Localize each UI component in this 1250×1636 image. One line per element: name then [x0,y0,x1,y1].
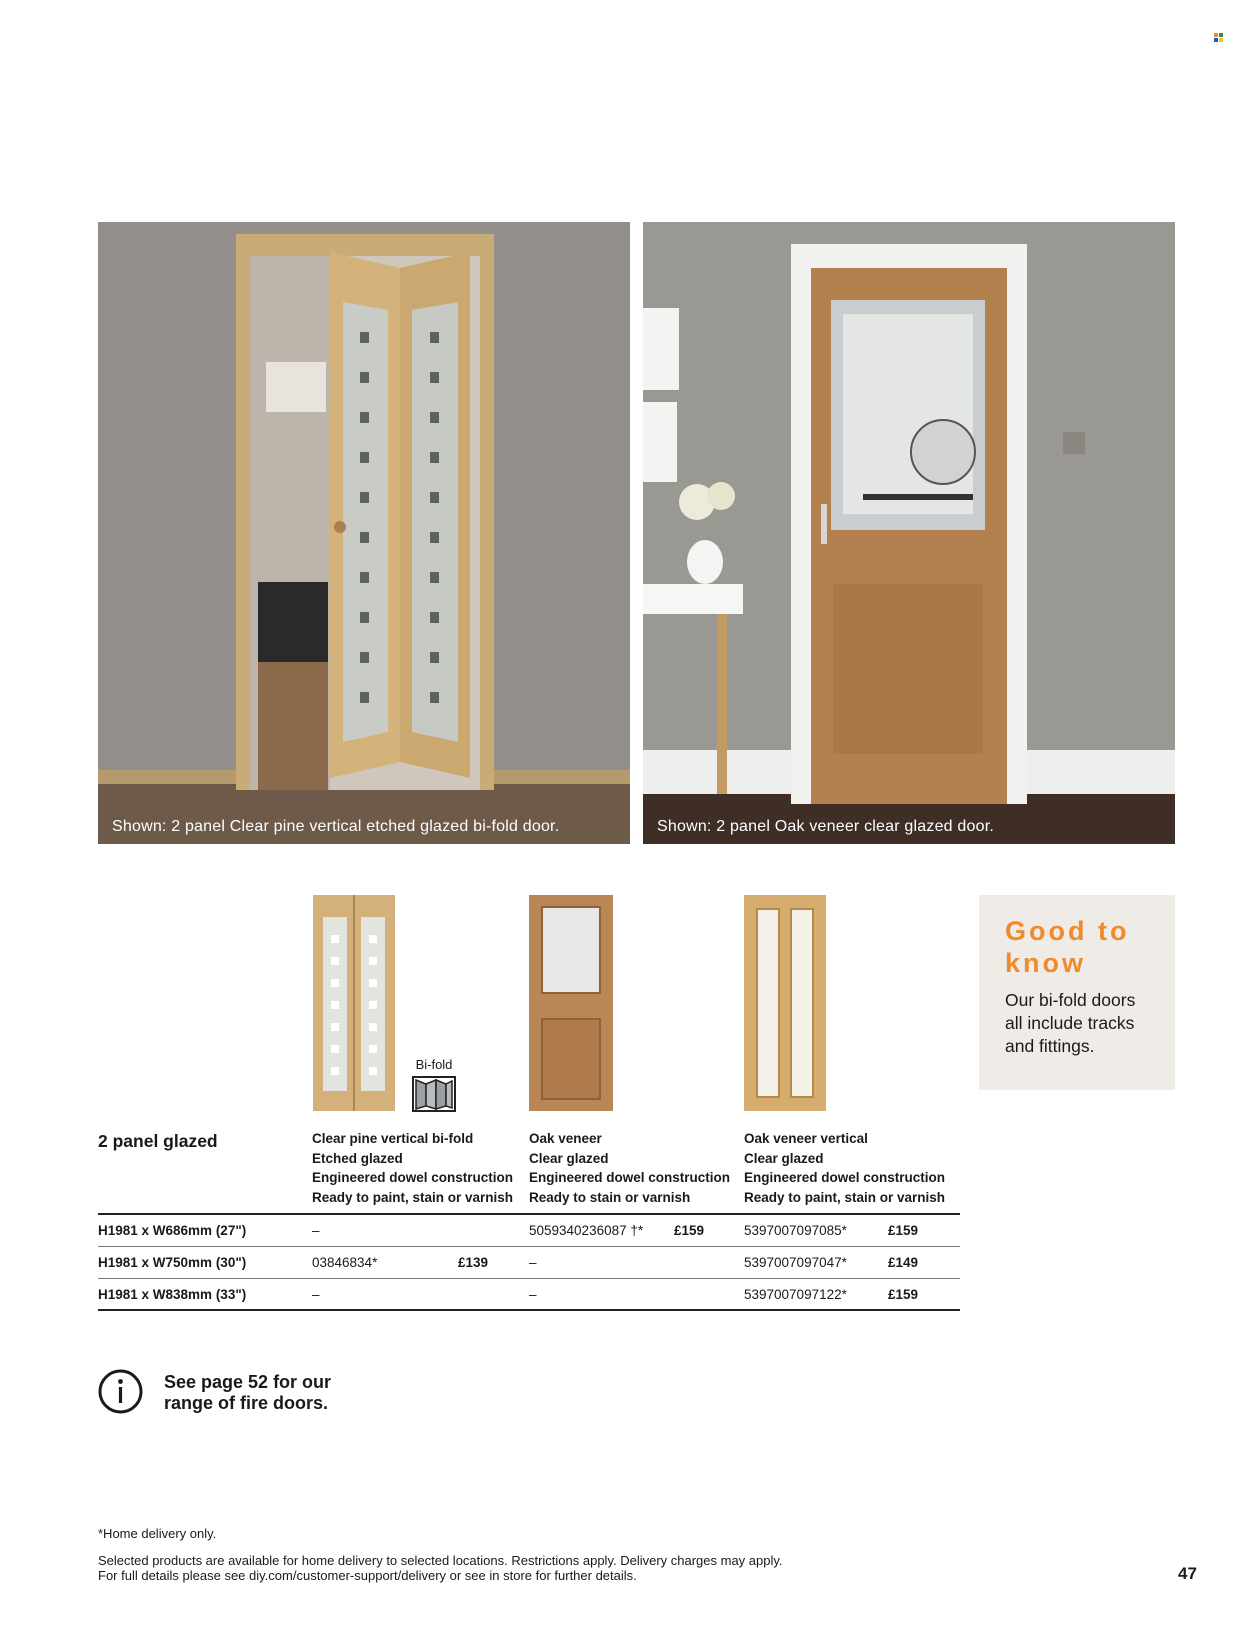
product-code-cell: – [312,1223,320,1238]
bifold-badge [409,1057,459,1117]
bifold-label: Bi-fold [415,1057,453,1072]
info-icon [98,1369,143,1414]
clear-pine-bifold-door-image [313,895,395,1111]
photo-caption: Shown: 2 panel Clear pine vertical etched glazed bi-fold door. [112,818,560,835]
column-header-oak-veneer-vertical [744,1129,945,1207]
photo-caption: Shown: 2 panel Oak veneer clear glazed door. [657,818,995,835]
product-code-cell: 5397007097085* [744,1223,847,1238]
column-header-line: Oak veneer vertical [744,1131,868,1146]
product-code-cell: – [312,1287,320,1302]
good-to-know-title [1005,915,1149,979]
column-header-line: Clear glazed [529,1150,609,1166]
product-code-cell: 03846834* [312,1255,378,1270]
column-header-line: Clear pine vertical bi-fold [312,1131,474,1146]
fire-doors-text-line: range of fire doors. [164,1393,329,1413]
product-table [98,1127,960,1311]
home-delivery-note: *Home delivery only. [98,1526,217,1541]
good-to-know-body-line: and fittings. [1005,1036,1095,1056]
good-to-know-body-line: all include tracks [1005,1013,1135,1033]
price-cell: £159 [888,1223,919,1238]
price-cell: £159 [674,1223,705,1238]
fire-doors-text-line: See page 52 for our [164,1372,332,1392]
brand-logo-icon [1214,33,1223,42]
table-header [98,1127,960,1215]
good-to-know-title-line: know [1005,948,1087,978]
price-cell: £159 [888,1287,919,1302]
oak-door-photo [643,222,1175,844]
fire-doors-text [164,1372,331,1414]
column-header-line: Etched glazed [312,1150,403,1166]
size-cell: H1981 x W686mm (27") [98,1223,247,1238]
table-row [98,1247,960,1279]
column-header-line: Ready to paint, stain or varnish [312,1189,514,1205]
good-to-know-body-line: Our bi-fold doors [1005,990,1136,1010]
column-header-clear-pine [312,1129,513,1207]
delivery-disclaimer-line: Selected products are available for home delivery to selected locations. Restrictions apply. Delivery charges may apply. [98,1553,783,1568]
page-number: 47 [1178,1564,1197,1583]
oak-veneer-door-image [529,895,613,1111]
product-code-cell: 5059340236087 †* [529,1223,644,1238]
good-to-know-body [1005,989,1149,1058]
column-header-line: Engineered dowel construction [529,1170,731,1185]
product-code-cell: 5397007097047* [744,1255,847,1270]
good-to-know-box [979,895,1175,1090]
column-header-oak-veneer [529,1129,730,1207]
column-header-line: Engineered dowel construction [312,1170,514,1185]
price-cell: £139 [458,1255,489,1270]
table-row [98,1215,960,1247]
column-header-line: Clear glazed [744,1150,824,1166]
good-to-know-title-line: Good to [1005,916,1130,946]
bifold-door-icon [412,1076,456,1112]
section-title: 2 panel glazed [98,1131,218,1151]
size-cell: H1981 x W750mm (30") [98,1255,247,1270]
product-code-cell: 5397007097122* [744,1287,847,1302]
bifold-door-photo [98,222,630,844]
column-header-line: Ready to stain or varnish [529,1189,691,1205]
delivery-disclaimer-line: For full details please see diy.com/customer-support/delivery or see in store for further details. [98,1568,637,1583]
product-code-cell: – [529,1255,537,1270]
column-header-line: Oak veneer [529,1131,602,1146]
table-row [98,1279,960,1311]
column-header-line: Engineered dowel construction [744,1170,946,1185]
product-code-cell: – [529,1287,537,1302]
size-cell: H1981 x W838mm (33") [98,1287,247,1302]
column-header-line: Ready to paint, stain or varnish [744,1189,946,1205]
oak-veneer-vertical-door-image [744,895,826,1111]
price-cell: £149 [888,1255,919,1270]
